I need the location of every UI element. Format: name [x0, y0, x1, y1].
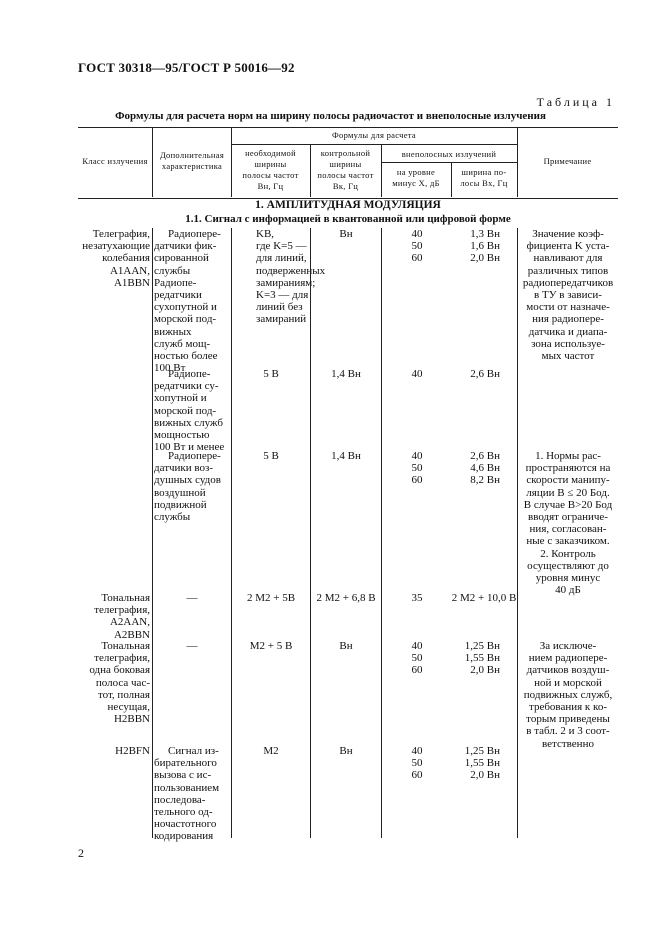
- table-label: Таблица 1: [536, 95, 615, 109]
- cell-control: 1,4 Bн: [331, 368, 361, 380]
- cell-extra: Радиопере- датчики воз- душных судов воздушной подвижной службы: [154, 450, 221, 524]
- column-divider: [152, 228, 153, 838]
- cell-control: 2 M2 + 6,8 B: [316, 592, 376, 604]
- cell-width: 2,6 Bн: [470, 368, 500, 380]
- cell-necessary: KB, где K=5 — для линий, подверженных замираниям; K=3 — для линий без замираний: [256, 228, 326, 326]
- section-heading: 1. АМПЛИТУДНАЯ МОДУЛЯЦИЯ: [255, 199, 441, 211]
- col-header-control: контрольной ширины полосы частот Bк, Гц: [317, 148, 374, 191]
- table-title: Формулы для расчета норм на ширину полосы радиочастот и внеполосные излучения: [115, 110, 546, 122]
- cell-extra: Сигнал из- бирательного вызова с ис- пользованием последова- тельного од- ночастотного кодирования: [154, 745, 220, 843]
- document-header: ГОСТ 30318—95/ГОСТ Р 50016—92: [78, 60, 295, 75]
- cell-extra: Радиопе- редатчики су- хопутной и морской под- вижных служб мощностью 100 Вт и менее: [154, 368, 225, 454]
- cell-width: 1,3 Bн 1,6 Bн 2,0 Bн: [470, 228, 500, 265]
- cell-control: Bн: [339, 228, 353, 240]
- cell-note: Значение коэф- фициента K уста- навливают для различных типов радиопередатчиков в ТУ в зависи- мости от назначе- ния радиопере- датчика и диапа- зона используе- мых частот: [522, 228, 614, 363]
- cell-necessary: 2 M2 + 5B: [246, 592, 296, 604]
- cell-necessary: 5 B: [263, 450, 279, 462]
- col-header-level: на уровне минус X, дБ: [392, 167, 440, 188]
- cell-note: За исключе- нием радиопере- датчиков воздуш- ной и морской подвижных служб, требования к ко- торым приведены в табл. 2 и 3 соот- ветственно: [523, 640, 613, 750]
- cell-necessary: M2 + 5 B: [249, 640, 293, 652]
- cell-extra: —: [186, 640, 198, 652]
- cell-level: 40 50 60: [411, 745, 423, 782]
- column-divider: [381, 228, 382, 838]
- cell-necessary: 5 B: [263, 368, 279, 380]
- column-divider: [231, 228, 232, 838]
- cell-class: Телеграфия, незатухающие колебания A1AAN, A1BBN: [82, 228, 150, 289]
- col-header-width: ширина по- лосы Bх, Гц: [460, 167, 508, 188]
- cell-note: 1. Нормы рас- пространяются на скорости манипу- ляции B ≤ 20 Бод. В случае B>20 Бод вводят ограниче- ния, согласован- ные с заказчиком. 2. Контроль осуществляют до уровня минус 40 дБ: [523, 450, 613, 597]
- cell-level: 40 50 60: [411, 640, 423, 677]
- cell-level: 40: [411, 368, 423, 380]
- col-header-formulas: Формулы для расчета: [332, 130, 416, 140]
- cell-class: Тональная телеграфия, A2AAN, A2BBN: [94, 592, 150, 641]
- subsection-heading: 1.1. Сигнал с информацией в квантованной или цифровой форме: [185, 213, 511, 225]
- cell-width: 1,25 Bн 1,55 Bн 2,0 Bн: [464, 745, 500, 782]
- cell-extra: Радиопере- датчики фик- сированной службы Радиопе- редатчики сухопутной и морской под- вижных служб мощ- ностью более 100 Вт: [154, 228, 221, 375]
- cell-width: 1,25 Bн 1,55 Bн 2,0 Bн: [464, 640, 500, 677]
- cell-control: Bн: [339, 640, 353, 652]
- cell-control: 1,4 Bн: [331, 450, 361, 462]
- cell-necessary: M2: [263, 745, 279, 757]
- cell-level: 40 50 60: [411, 228, 423, 265]
- col-header-class: Класс излучения: [82, 156, 148, 166]
- col-header-note: Примечание: [543, 156, 592, 166]
- col-header-extra: Дополнительная характеристика: [159, 150, 225, 171]
- cell-level: 40 50 60: [411, 450, 423, 487]
- cell-class: H2BFN: [115, 745, 150, 757]
- col-header-outband: внеполосных излучений: [401, 149, 497, 159]
- page-number: 2: [78, 846, 84, 860]
- cell-class: Тональная телеграфия, одна боковая полоса час- тот, полная несущая, H2BBN: [89, 640, 150, 726]
- header-divider: [381, 162, 517, 163]
- header-divider: [231, 144, 517, 145]
- cell-width: 2 M2 + 10,0 B: [451, 592, 517, 604]
- cell-control: Bн: [339, 745, 353, 757]
- cell-extra: —: [186, 592, 198, 604]
- col-header-necessary: необходимой ширины полосы частот Bн, Гц: [242, 148, 299, 191]
- column-divider: [310, 228, 311, 838]
- cell-level: 35: [411, 592, 423, 604]
- column-divider: [517, 228, 518, 838]
- cell-width: 2,6 Bн 4,6 Bн 8,2 Bн: [470, 450, 500, 487]
